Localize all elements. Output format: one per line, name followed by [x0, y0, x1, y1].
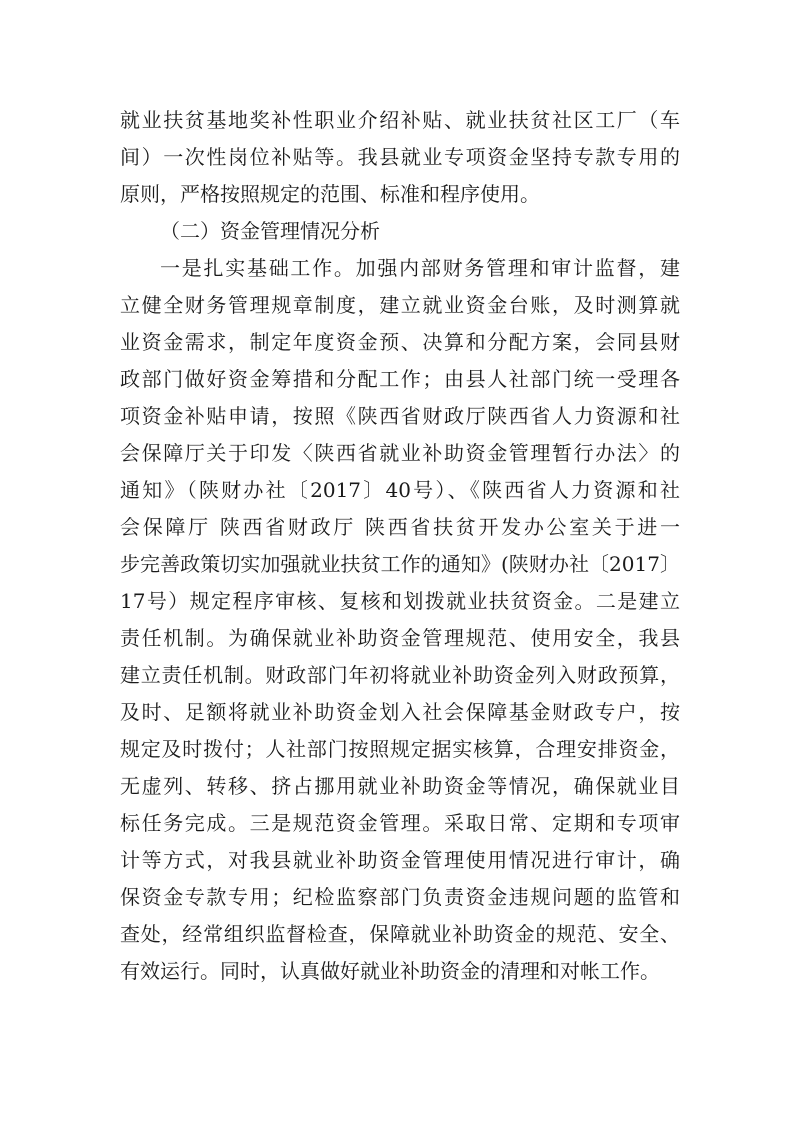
paragraph-1-line-1: 就业扶贫基地奖补性职业介绍补贴、就业扶贫社区工厂（车: [120, 108, 680, 132]
paragraph-2-line-5: 项资金补贴申请，按照《陕西省财政厅陕西省人力资源和社: [120, 404, 680, 428]
paragraph-2-line-13: 及时、足额将就业补助资金划入社会保障基金财政专户，按: [120, 700, 680, 724]
paragraph-2-line-15: 无虚列、转移、挤占挪用就业补助资金等情况，确保就业目: [120, 774, 680, 798]
paragraph-2-line-18: 保资金专款专用；纪检监察部门负责资金违规问题的监管和: [120, 885, 680, 909]
paragraph-2-line-11: 责任机制。为确保就业补助资金管理规范、使用安全，我县: [120, 626, 680, 650]
paragraph-2-line-14: 规定及时拨付；人社部门按照规定据实核算，合理安排资金，: [120, 737, 680, 761]
paragraph-2-line-10: 17号）规定程序审核、复核和划拨就业扶贫资金。二是建立: [120, 589, 680, 613]
paragraph-1-line-3: 原则，严格按照规定的范围、标准和程序使用。: [120, 182, 540, 206]
paragraph-2-line-1: 一是扎实基础工作。加强内部财务管理和审计监督，建: [160, 256, 680, 280]
paragraph-2-line-2: 立健全财务管理规章制度，建立就业资金台账，及时测算就: [120, 293, 680, 317]
paragraph-2-line-9: 步完善政策切实加强就业扶贫工作的通知》(陕财办社〔2017〕: [120, 552, 680, 576]
paragraph-2-line-17: 计等方式，对我县就业补助资金管理使用情况进行审计，确: [120, 848, 680, 872]
paragraph-1-line-2: 间）一次性岗位补贴等。我县就业专项资金坚持专款专用的: [120, 145, 680, 169]
paragraph-2-line-7: 通知》（陕财办社〔2017〕40号）、《陕西省人力资源和社: [120, 478, 680, 502]
section-heading: （二）资金管理情况分析: [160, 219, 380, 243]
paragraph-2-line-16: 标任务完成。三是规范资金管理。采取日常、定期和专项审: [120, 811, 680, 835]
paragraph-2-line-12: 建立责任机制。财政部门年初将就业补助资金列入财政预算，: [120, 663, 680, 687]
paragraph-2-line-4: 政部门做好资金筹措和分配工作；由县人社部门统一受理各: [120, 367, 680, 391]
paragraph-2-line-3: 业资金需求，制定年度资金预、决算和分配方案，会同县财: [120, 330, 680, 354]
paragraph-2-line-20: 有效运行。同时，认真做好就业补助资金的清理和对帐工作。: [120, 959, 660, 983]
paragraph-2-line-8: 会保障厅 陕西省财政厅 陕西省扶贫开发办公室关于进一: [120, 515, 680, 539]
paragraph-2-line-19: 查处，经常组织监督检查，保障就业补助资金的规范、安全、: [120, 922, 680, 946]
paragraph-2-line-6: 会保障厅关于印发〈陕西省就业补助资金管理暂行办法〉的: [120, 441, 680, 465]
